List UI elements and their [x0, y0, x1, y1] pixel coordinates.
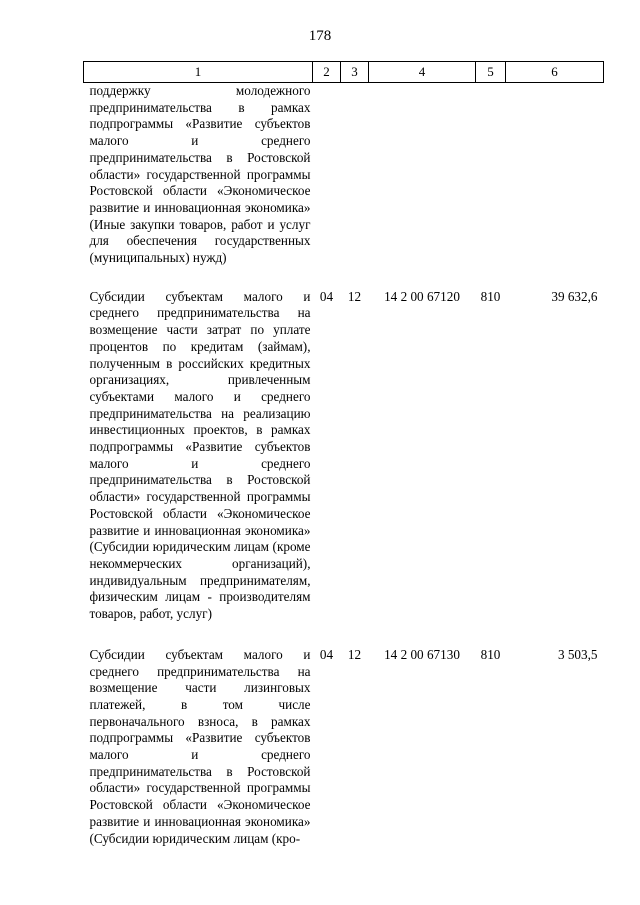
row-amount: 39 632,6: [551, 288, 598, 304]
row-subsection: 12: [347, 288, 362, 304]
column-header-2: 2: [313, 62, 341, 83]
table-row: [84, 635, 604, 847]
row-section: 04: [319, 288, 334, 304]
row-expense-type: [476, 83, 506, 277]
row-subsection: [341, 83, 369, 277]
column-header-5: 5: [476, 62, 506, 83]
table-row: [84, 277, 604, 635]
column-header-3: 3: [341, 62, 369, 83]
row-section: [313, 83, 341, 277]
budget-table: [83, 61, 604, 847]
row-subsection: 12: [347, 646, 362, 662]
row-amount: [506, 83, 604, 277]
row-description: Субсидии субъектам малого и среднего предпринимательства на возмещение части лизинговых платежей, в том числе первоначального взноса, в рамках подпрограммы «Развитие субъектов малого и среднего предпринимательства в Ростовской области» государственной программы Ростовской области «Экономическое развитие и инновационная экономика» (Субсидии юридическим лицам (кро-: [89, 646, 311, 846]
row-description: поддержку молодежного предпринимательства в рамках подпрограммы «Развитие субъектов малого и среднего предпринимательства в Ростовской области» государственной программы Ростовской области «Экономическое развитие и инновационная экономика» (Иные закупки товаров, работ и услуг для обеспечения государственных (муниципальных) нужд): [89, 83, 311, 266]
row-description: Субсидии субъектам малого и среднего предпринимательства на возмещение части затрат по уплате процентов по кредитам (займам), полученным в российских кредитных организациях, привлеченным субъектами малого и среднего предпринимательства на реализацию инвестиционных проектов, в рамках подпрограммы «Развитие субъектов малого и среднего предпринимательства в Ростовской области» государственной программы Ростовской области «Экономическое развитие и инновационная экономика» (Субсидии юридическим лицам (кроме некоммерческих организаций), индивидуальным предпринимателям, физическим лицам - производителям товаров, работ, услуг): [89, 288, 311, 622]
row-amount: 3 503,5: [557, 646, 598, 662]
column-header-4: 4: [369, 62, 476, 83]
row-target: 14 2 00 67120: [384, 288, 460, 304]
row-expense-type: 810: [480, 288, 501, 304]
row-target: 14 2 00 67130: [384, 646, 460, 662]
page-number: 178: [308, 28, 332, 44]
row-expense-type: 810: [480, 646, 501, 662]
row-section: 04: [319, 646, 334, 662]
table-row: [84, 83, 604, 277]
column-header-6: 6: [506, 62, 604, 83]
table-header-row: [84, 62, 604, 83]
column-header-1: 1: [84, 62, 313, 83]
row-target: [369, 83, 476, 277]
